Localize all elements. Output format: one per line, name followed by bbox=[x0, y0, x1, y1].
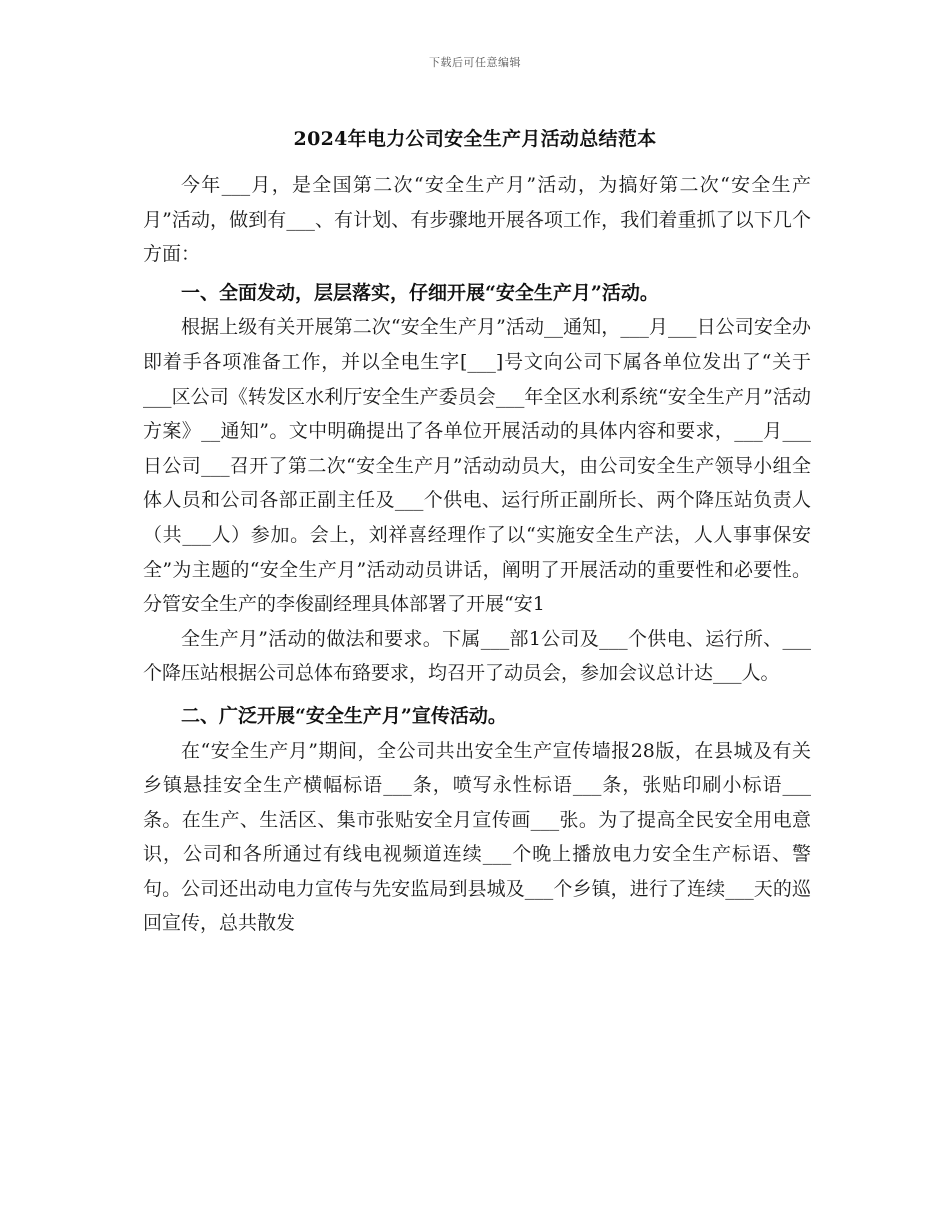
document-body bbox=[143, 168, 811, 941]
paragraph-3: 在“安全生产月”期间，全公司共出安全生产宣传墙报28版，在县城及有关乡镇悬挂安全生产横幅标语___条，喷写永性标语___条，张贴印刷小标语___条。在生产、生活区、集市张贴安全月宣传画___张。为了提高全民安全用电意识，公司和各所通过有线电视频道连续___个晚上播放电力安全生产标语、警句。公司还出动电力宣传与先安监局到县城及___个乡镇，进行了连续___天的巡回宣传，总共散发 bbox=[143, 739, 811, 935]
section-heading-2: 二、广泛开展“安全生产月”宣传活动。 bbox=[181, 704, 507, 727]
header-note: 下载后可任意编辑 bbox=[429, 56, 521, 69]
document-title: 2024年电力公司安全生产月活动总结范本 bbox=[293, 128, 657, 150]
paragraph-1: 根据上级有关开展第二次“安全生产月”活动__通知，___月___日公司安全办即着手各项准备工作，并以全电生字[___]号文向公司下属各单位发出了“关于___区公司《转发区水利厅安全生产委员会___年全区水利系统“安全生产月”活动方案》__通知”。文中明确提出了各单位开展活动的具体内容和要求，___月___日公司___召开了第二次“安全生产月”活动动员大，由公司安全生产领导小组全体人员和公司各部正副主任及___个供电、运行所正副所长、两个降压站负责人（共___人）参加。会上，刘祥喜经理作了以“实施安全生产法，人人事事保安全”为主题的“安全生产月”活动动员讲话，阐明了开展活动的重要性和必要性。分管安全生产的李俊副经理具体部署了开展“安1 bbox=[143, 316, 811, 616]
section-heading-1: 一、全面发动，层层落实，仔细开展“安全生产月”活动。 bbox=[181, 281, 659, 304]
intro-paragraph: 今年___月，是全国第二次“安全生产月”活动，为搞好第二次“安全生产月”活动，做到有___、有计划、有步骤地开展各项工作，我们着重抓了以下几个方面： bbox=[143, 174, 811, 266]
paragraph-2: 全生产月”活动的做法和要求。下属___部1公司及___个供电、运行所、___个降压站根据公司总体布臵要求，均召开了动员会，参加会议总计达___人。 bbox=[143, 627, 811, 685]
